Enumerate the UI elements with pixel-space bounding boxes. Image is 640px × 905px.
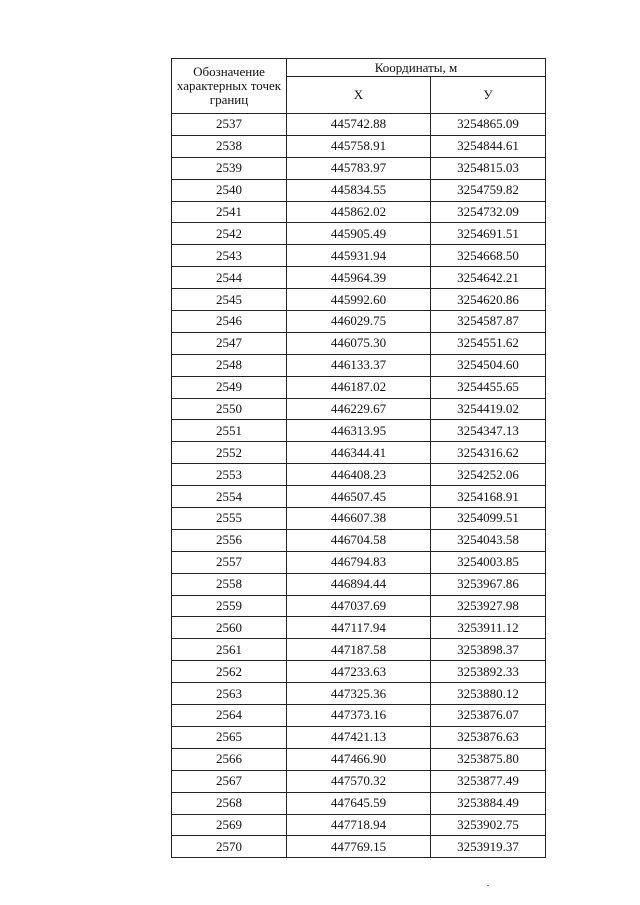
point-cell: 2558 [172,573,287,595]
point-cell: 2543 [172,245,287,267]
table-row [172,245,546,267]
x-cell: 447233.63 [287,661,431,683]
y-cell: 3253898.37 [431,639,546,661]
point-cell: 2562 [172,661,287,683]
y-cell: 3254620.86 [431,289,546,311]
point-cell: 2550 [172,398,287,420]
x-cell: 446607.38 [287,508,431,530]
point-cell: 2552 [172,442,287,464]
y-header: У [431,77,546,114]
x-cell: 445931.94 [287,245,431,267]
x-cell: 447325.36 [287,683,431,705]
point-cell: 2568 [172,792,287,814]
point-cell: 2545 [172,289,287,311]
x-header: X [287,77,431,114]
x-cell: 447769.15 [287,836,431,858]
x-cell: 446313.95 [287,420,431,442]
point-cell: 2561 [172,639,287,661]
y-cell: 3254844.61 [431,135,546,157]
x-cell: 447187.58 [287,639,431,661]
y-cell: 3254099.51 [431,508,546,530]
x-cell: 447421.13 [287,726,431,748]
table-row [172,770,546,792]
x-cell: 446344.41 [287,442,431,464]
point-cell: 2549 [172,376,287,398]
y-cell: 3254759.82 [431,179,546,201]
table-row [172,135,546,157]
table-row [172,792,546,814]
y-cell: 3253911.12 [431,617,546,639]
scan-speck [487,885,489,886]
point-cell: 2548 [172,354,287,376]
y-cell: 3254043.58 [431,529,546,551]
y-cell: 3253880.12 [431,683,546,705]
table-row [172,464,546,486]
y-cell: 3253902.75 [431,814,546,836]
table-row [172,332,546,354]
point-cell: 2560 [172,617,287,639]
table-row [172,157,546,179]
point-cell: 2570 [172,836,287,858]
y-cell: 3254691.51 [431,223,546,245]
table-row [172,223,546,245]
point-cell: 2546 [172,311,287,333]
x-cell: 445862.02 [287,201,431,223]
point-cell: 2551 [172,420,287,442]
x-cell: 445783.97 [287,157,431,179]
x-cell: 447117.94 [287,617,431,639]
table-row [172,442,546,464]
table-row [172,617,546,639]
table-row [172,289,546,311]
table-row [172,836,546,858]
y-cell: 3254668.50 [431,245,546,267]
point-cell: 2540 [172,179,287,201]
point-cell: 2563 [172,683,287,705]
x-cell: 446408.23 [287,464,431,486]
y-cell: 3253877.49 [431,770,546,792]
y-cell: 3254587.87 [431,311,546,333]
point-cell: 2559 [172,595,287,617]
point-cell: 2557 [172,551,287,573]
table-row [172,529,546,551]
y-cell: 3254419.02 [431,398,546,420]
table-row [172,705,546,727]
y-cell: 3253892.33 [431,661,546,683]
point-cell: 2553 [172,464,287,486]
x-cell: 445834.55 [287,179,431,201]
x-cell: 445964.39 [287,267,431,289]
table-body [172,114,546,858]
point-cell: 2566 [172,748,287,770]
point-cell: 2538 [172,135,287,157]
y-cell: 3253876.07 [431,705,546,727]
x-cell: 446029.75 [287,311,431,333]
x-cell: 446187.02 [287,376,431,398]
x-cell: 447645.59 [287,792,431,814]
table-row [172,639,546,661]
point-cell: 2544 [172,267,287,289]
y-cell: 3253875.80 [431,748,546,770]
point-cell: 2555 [172,508,287,530]
y-cell: 3254455.65 [431,376,546,398]
table-row [172,267,546,289]
y-cell: 3253919.37 [431,836,546,858]
table-header [172,59,546,114]
x-cell: 447466.90 [287,748,431,770]
table-row [172,573,546,595]
point-cell: 2547 [172,332,287,354]
y-cell: 3254504.60 [431,354,546,376]
x-cell: 447037.69 [287,595,431,617]
coordinates-table [171,58,546,858]
x-cell: 447718.94 [287,814,431,836]
table-row [172,398,546,420]
x-cell: 447373.16 [287,705,431,727]
point-cell: 2569 [172,814,287,836]
x-cell: 446133.37 [287,354,431,376]
y-cell: 3254252.06 [431,464,546,486]
table-row [172,201,546,223]
x-cell: 446894.44 [287,573,431,595]
y-cell: 3254551.62 [431,332,546,354]
table-row [172,683,546,705]
y-cell: 3254642.21 [431,267,546,289]
table-row [172,595,546,617]
point-cell: 2554 [172,486,287,508]
point-cell: 2541 [172,201,287,223]
y-cell: 3253967.86 [431,573,546,595]
table-row [172,661,546,683]
designation-header: Обозначение характерных точек границ [172,59,287,114]
x-cell: 446075.30 [287,332,431,354]
table-row [172,508,546,530]
y-cell: 3254168.91 [431,486,546,508]
table-row [172,354,546,376]
point-cell: 2542 [172,223,287,245]
y-cell: 3254732.09 [431,201,546,223]
y-cell: 3254316.62 [431,442,546,464]
y-cell: 3253927.98 [431,595,546,617]
point-cell: 2539 [172,157,287,179]
point-cell: 2537 [172,114,287,136]
point-cell: 2556 [172,529,287,551]
x-cell: 445905.49 [287,223,431,245]
y-cell: 3253876.63 [431,726,546,748]
x-cell: 446794.83 [287,551,431,573]
table-row [172,114,546,136]
y-cell: 3254003.85 [431,551,546,573]
table-row [172,551,546,573]
point-cell: 2565 [172,726,287,748]
x-cell: 447570.32 [287,770,431,792]
coordinates-header: Координаты, м [287,59,546,77]
x-cell: 445758.91 [287,135,431,157]
x-cell: 446704.58 [287,529,431,551]
table-row [172,311,546,333]
x-cell: 445742.88 [287,114,431,136]
x-cell: 445992.60 [287,289,431,311]
table-row [172,179,546,201]
x-cell: 446229.67 [287,398,431,420]
table-row [172,726,546,748]
x-cell: 446507.45 [287,486,431,508]
point-cell: 2564 [172,705,287,727]
table-row [172,486,546,508]
y-cell: 3254865.09 [431,114,546,136]
y-cell: 3254347.13 [431,420,546,442]
y-cell: 3253884.49 [431,792,546,814]
table-row [172,748,546,770]
table-row [172,814,546,836]
table-row [172,420,546,442]
table-row [172,376,546,398]
y-cell: 3254815.03 [431,157,546,179]
point-cell: 2567 [172,770,287,792]
